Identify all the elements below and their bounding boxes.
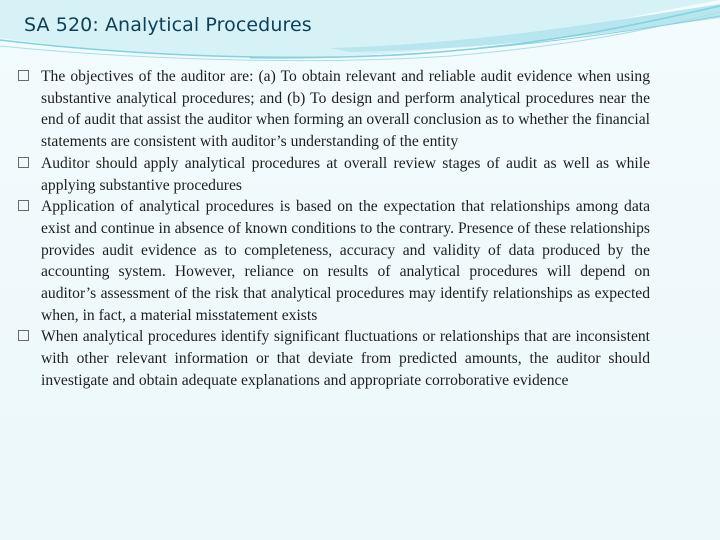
bullet-item: [24, 66, 650, 153]
empty-square-bullet-icon: [18, 157, 29, 168]
bullet-text: When analytical procedures identify significant fluctuations or relationships that are inconsistent with other relevant information or that deviate from predicted amounts, the auditor should investigate and obtain adequate explanations and appropriate corroborative evidence: [41, 328, 650, 389]
bullet-list: [24, 66, 650, 392]
empty-square-bullet-icon: [18, 330, 29, 341]
bullet-item: [24, 153, 650, 196]
bullet-text: The objectives of the auditor are: (a) To obtain relevant and reliable audit evidence when using substantive analytical procedures; and (b) To design and perform analytical procedures near the end of audit that assist the auditor when forming an overall conclusion as to whether the financial statements are consistent with auditor’s understanding of the entity: [41, 68, 650, 151]
bullet-text: Auditor should apply analytical procedures at overall review stages of audit as well as while applying substantive procedures: [41, 154, 650, 194]
bullet-text: Application of analytical procedures is based on the expectation that relationships among data exist and continue in absence of known conditions to the contrary. Presence of these relationships provides audit evidence as to completeness, accuracy and validity of data produced by the accounting system. However, reliance on results of analytical procedures will depend on auditor’s assessment of the risk that analytical procedures may identify relationships as expected when, in fact, a material misstatement exists: [41, 198, 650, 324]
empty-square-bullet-icon: [18, 70, 29, 81]
bullet-item: [24, 326, 650, 391]
empty-square-bullet-icon: [18, 200, 29, 211]
slide-title: SA 520: Analytical Procedures: [24, 14, 312, 36]
bullet-item: [24, 196, 650, 326]
